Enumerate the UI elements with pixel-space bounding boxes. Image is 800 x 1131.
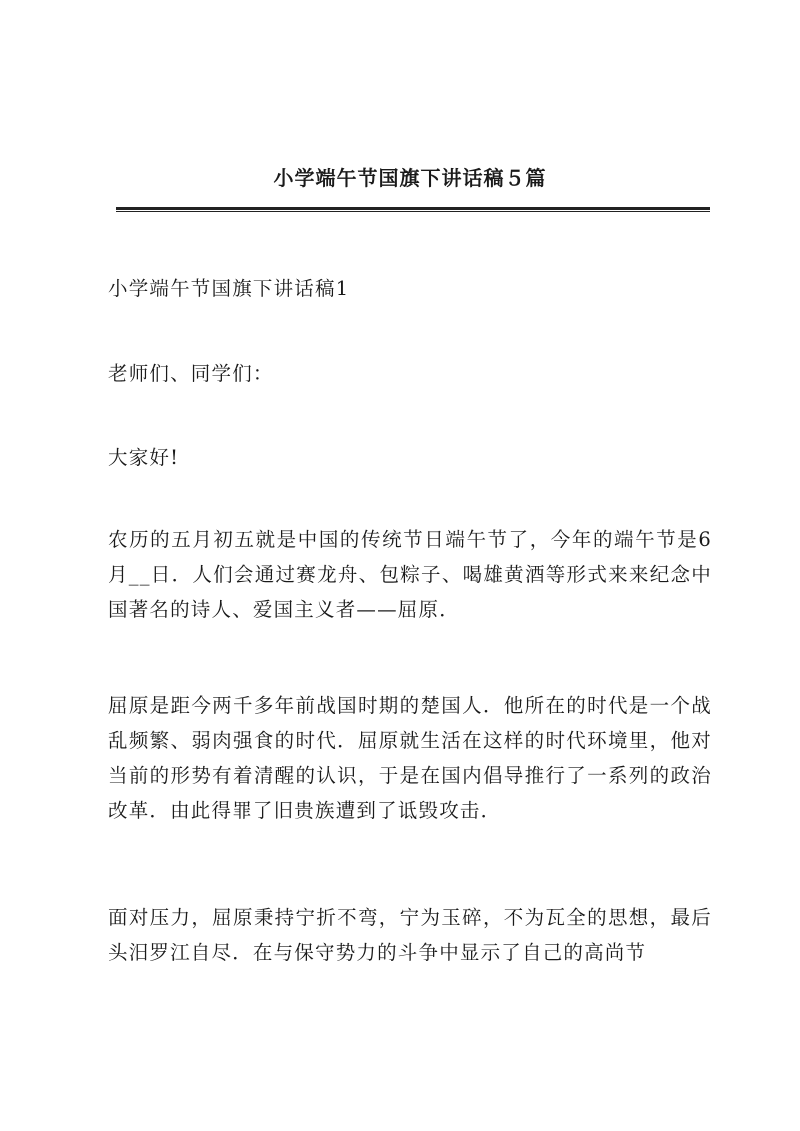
body-paragraph: 面对压力，屈原秉持宁折不弯，宁为玉碎，不为瓦全的思想，最后头汨罗江自尽．在与保守势力的斗争中显示了自己的高尚节 xyxy=(108,906,712,964)
section-heading: 小学端午节国旗下讲话稿1 xyxy=(108,277,350,300)
body-paragraph: 农历的五月初五就是中国的传统节日端午节了，今年的端午节是6月__日．人们会通过赛龙舟、包粽子、喝雄黄酒等形式来来纪念中国著名的诗人、爱国主义者——屈原． xyxy=(108,528,712,621)
title-divider xyxy=(116,207,710,212)
greeting: 大家好! xyxy=(108,446,180,469)
salutation: 老师们、同学们： xyxy=(108,362,274,385)
document-title: 小学端午节国旗下讲话稿５篇 xyxy=(273,166,547,190)
body-paragraph: 屈原是距今两千多年前战国时期的楚国人．他所在的时代是一个战乱频繁、弱肉强食的时代．屈原就生活在这样的时代环境里，他对当前的形势有着清醒的认识，于是在国内倡导推行了一系列的政治改革．由此得罪了旧贵族遭到了诋毁攻击． xyxy=(108,694,712,822)
